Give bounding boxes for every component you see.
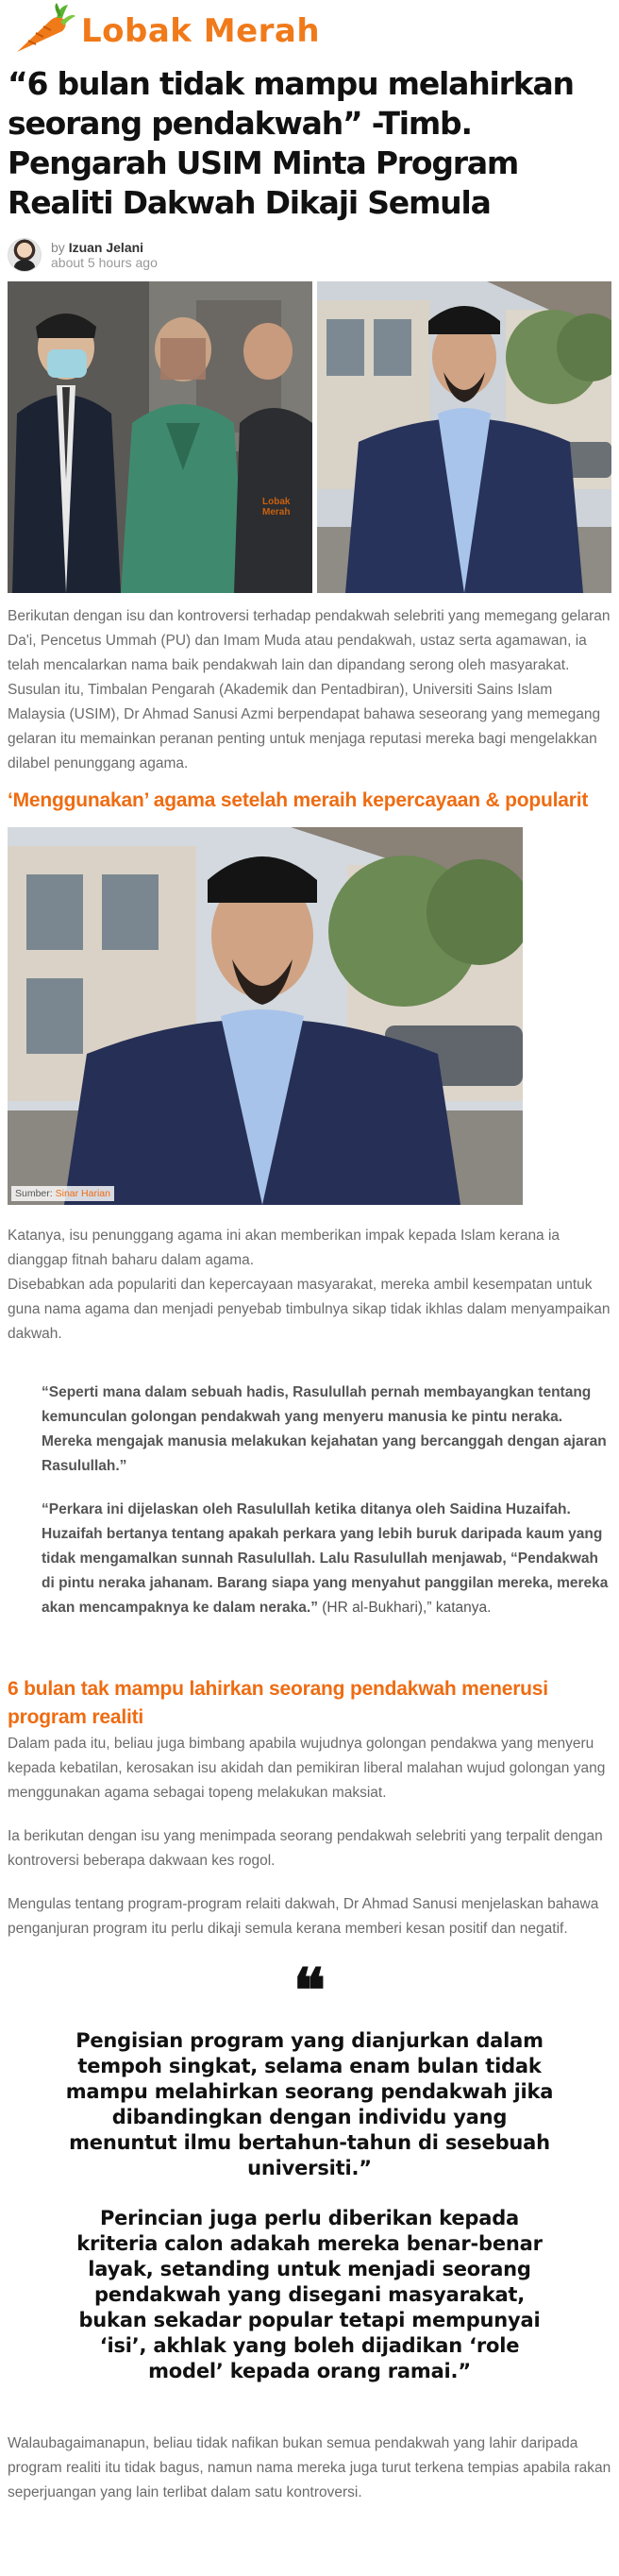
photo-credit: [11, 1186, 114, 1201]
pull-quote-text-2: Perincian juga perlu diberikan kepada kriteria calon adakah mereka benar-benar layak, setanding untuk menjadi seorang pendakwah yang disegani masyarakat, bukan sekadar popular tetapi mempunyai ‘isi’, akhlak yang boleh dijadikan ‘role model’ kepada orang ramai.”: [76, 2207, 543, 2382]
section-heading-1: ‘Menggunakan’ agama setelah meraih kepercayaan & popularit: [8, 789, 589, 811]
post-timestamp: about 5 hours ago: [51, 255, 158, 270]
paragraph-5: Dalam pada itu, beliau juga bimbang apabila wujudnya golongan pendakwa yang menyeru kepada kebatilan, kerosakan isu akidah dan pemikiran liberal malahan wujud golongan yang menggunakan agama sebagai topeng melakukan maksiat.: [8, 1736, 606, 1801]
blockquote-paragraph-2: [42, 1498, 611, 1620]
hero-image-left-photo: [8, 281, 312, 593]
paragraph-intro: Berikutan dengan isu dan kontroversi terhadap pendakwah selebriti yang memegang gelaran Da'i, Pencetus Ummah (PU) dan Imam Muda atau pendakwah, ustaz serta agamawan, ia telah mencalarkan nama baik pendakwah lain dan dipandang serong oleh masyarakat.: [8, 608, 611, 673]
pull-quote-text-1: Pengisian program yang dianjurkan dalam tempoh singkat, selama enam bulan tidak mampu melahirkan seorang pendakwah jika dibandingkan dengan individu yang menuntut ilmu bertahun-tahun di sesebuah universiti.”: [65, 2029, 554, 2179]
paragraph-2: Susulan itu, Timbalan Pengarah (Akademik dan Pentadbiran), Universiti Sains Islam Malaysia (USIM), Dr Ahmad Sanusi Azmi berpendapat bahawa seseorang yang memegang gelaran itu memainkan peranan penting untuk menjaga reputasi mereka bagi mengelakkan dilabel penunggang agama.: [8, 682, 601, 771]
quote-mark-icon: ❝: [293, 1956, 326, 2026]
article-title: “6 bulan tidak mampu melahirkan seorang pendakwah” -Timb. Pengarah USIM Minta Program Realiti Dakwah Dikaji Semula: [8, 65, 574, 221]
paragraph-7: Mengulas tentang program-program relaiti dakwah, Dr Ahmad Sanusi menjelaskan bahawa penganjuran program itu perlu dikaji semula kerana memberi kesan positif dan negatif.: [8, 1896, 599, 1937]
hadith-blockquote: [8, 1369, 611, 1632]
hero-image-right-photo: [317, 281, 611, 593]
byline: [8, 236, 611, 274]
blockquote-paragraph-1: “Seperti mana dalam sebuah hadis, Rasulullah pernah membayangkan tentang kemunculan golongan pendakwah yang menyeru manusia ke pintu neraka. Mereka mengajak manusia melakukan kejahatan yang bercanggah dengan ajaran Rasulullah.”: [42, 1384, 607, 1474]
paragraph-6: Ia berikutan dengan isu yang menimpada seorang pendakwah selebriti yang terpalit dengan kontroversi beberapa dakwaan kes rogol.: [8, 1828, 603, 1869]
section-heading-2: 6 bulan tak mampu lahirkan seorang pendakwah menerusi program realiti: [8, 1678, 548, 1728]
site-logo-text[interactable]: Lobak Merah: [81, 12, 321, 50]
article-photo-2: [8, 827, 523, 1205]
hero-image: [8, 281, 611, 593]
pull-quote: [8, 1956, 611, 2384]
author-name-link[interactable]: Izuan Jelani: [68, 240, 144, 255]
paragraph-4: Disebabkan ada populariti dan kepercayaan masyarakat, mereka ambil kesempatan untuk guna nama agama dan menjadi penyebab timbulnya sikap tidak ikhlas dalam menyampaikan dakwah.: [8, 1277, 611, 1342]
photo-credit-source: Sinar Harian: [55, 1188, 110, 1199]
byline-text: [51, 240, 158, 270]
paragraph-3: Katanya, isu penunggang agama ini akan memberikan impak kepada Islam kerana ia dianggap fitnah baharu dalam agama.: [8, 1228, 560, 1268]
hero-watermark: Lobak Merah: [262, 497, 291, 517]
by-label: by: [51, 240, 65, 255]
photo-credit-label: Sumber:: [15, 1188, 53, 1199]
author-avatar[interactable]: [8, 238, 42, 272]
blockquote-paragraph-2-bold: “Perkara ini dijelaskan oleh Rasulullah ketika ditanya oleh Saidina Huzaifah. Huzaifah bertanya tentang apakah perkara yang lebih buruk daripada kaum yang tidak mengamalkan sunnah Rasulullah. Lalu Rasulullah menjawab, “Pendakwah di pintu neraka jahanam. Barang siapa yang menyahut panggilan mereka, mereka akan mencampaknya ke dalam neraka.”: [42, 1501, 609, 1616]
paragraph-8: Walaubagaimanapun, beliau tidak nafikan bukan semua pendakwah yang lahir daripada program realiti itu tidak bagus, namun nama mereka juga turut terkena tempias apabila rakan seperjuangan yang lain terlibat dalam satu kontroversi.: [8, 2435, 611, 2500]
blockquote-paragraph-2-citation: (HR al-Bukhari),” katanya.: [317, 1600, 492, 1616]
site-header: [8, 0, 611, 59]
carrot-logo-icon[interactable]: [9, 3, 77, 56]
